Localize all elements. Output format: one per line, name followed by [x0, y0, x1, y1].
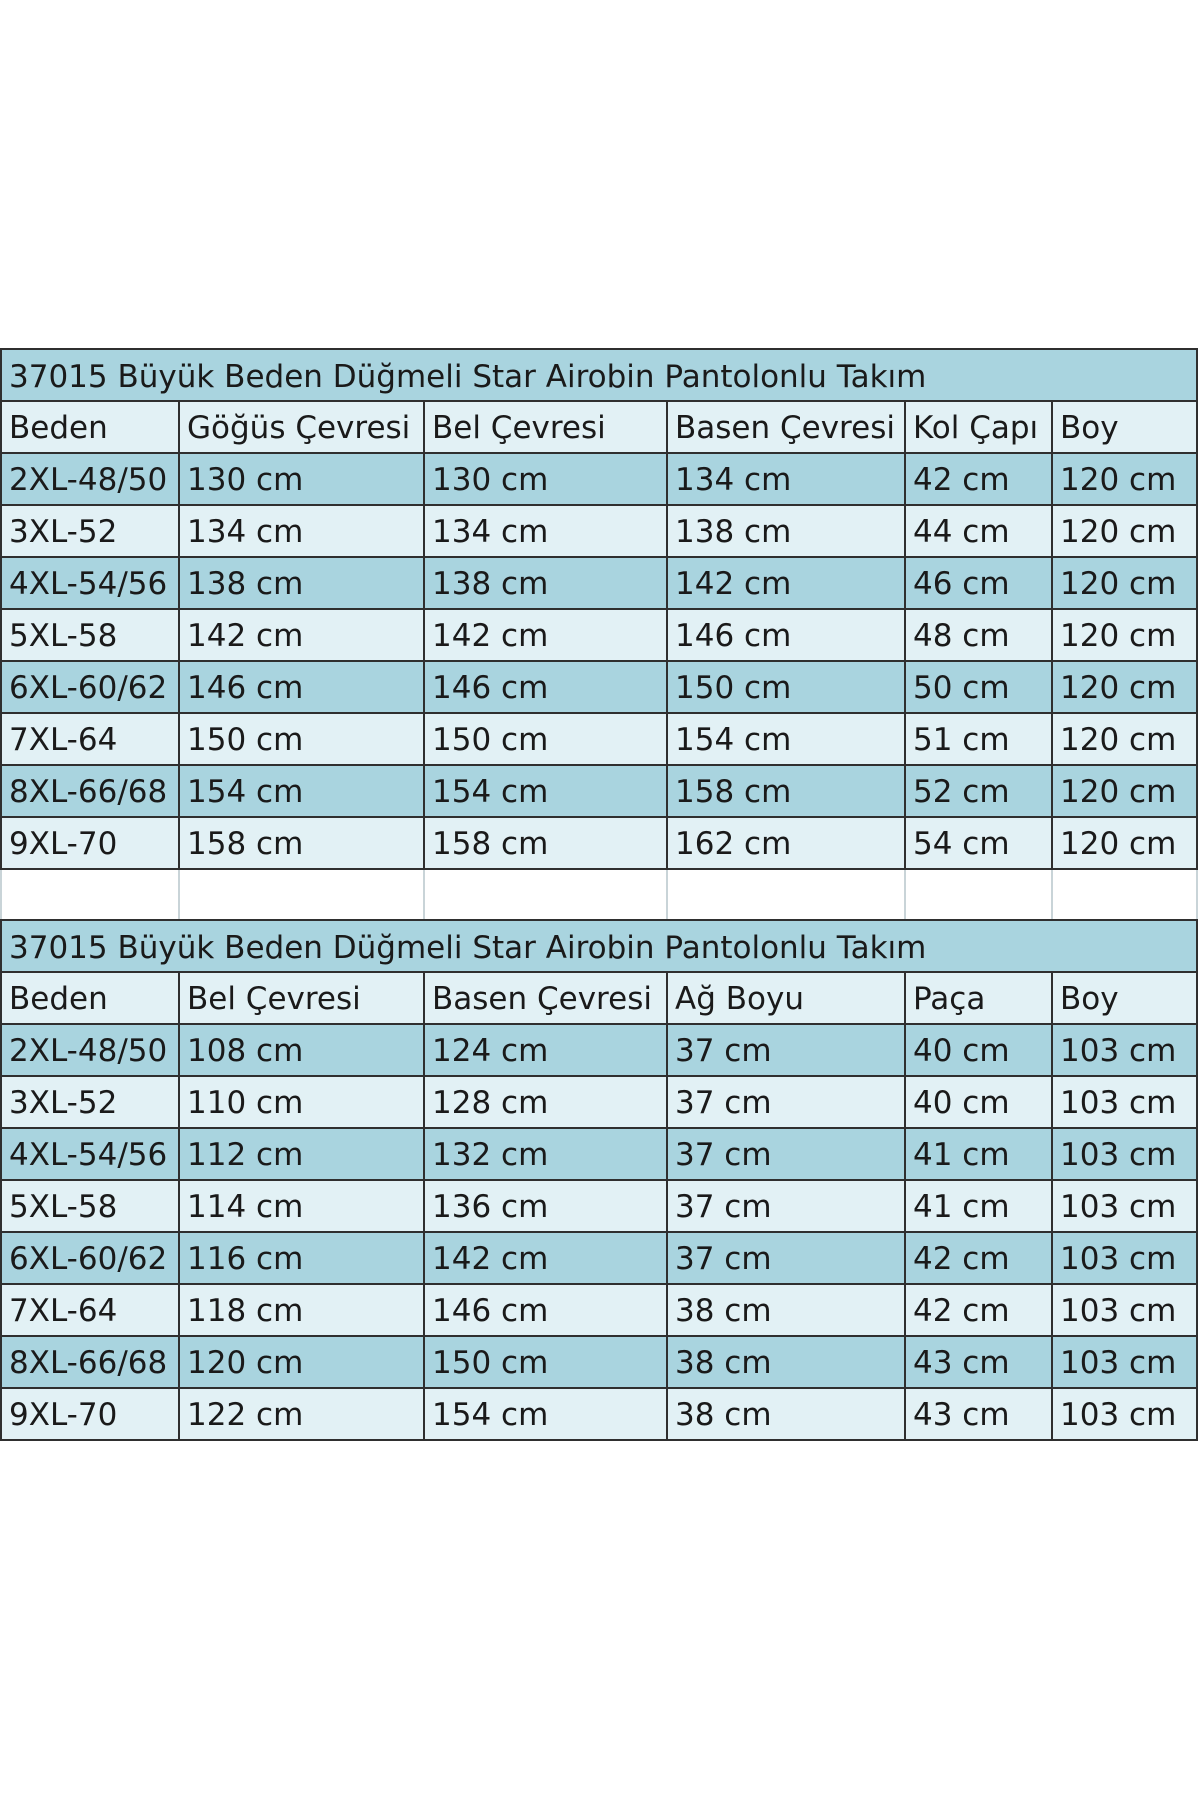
table-cell: 38 cm: [668, 1389, 906, 1441]
table-cell: 37 cm: [668, 1077, 906, 1129]
table-header-row: [0, 402, 1198, 454]
table-cell: 132 cm: [425, 1129, 668, 1181]
table-cell: 37 cm: [668, 1233, 906, 1285]
table-cell: 52 cm: [906, 766, 1053, 818]
table-cell: 138 cm: [180, 558, 425, 610]
table-cell: 146 cm: [180, 662, 425, 714]
table-cell: 4XL-54/56: [0, 558, 180, 610]
table-cell: 134 cm: [668, 454, 906, 506]
table-cell: 103 cm: [1053, 1181, 1198, 1233]
table-cell: 50 cm: [906, 662, 1053, 714]
table-cell: 9XL-70: [0, 1389, 180, 1441]
table-cell: 43 cm: [906, 1389, 1053, 1441]
table-cell: 103 cm: [1053, 1389, 1198, 1441]
header-cell: Ağ Boyu: [668, 973, 906, 1025]
table-row: [0, 818, 1198, 870]
table-cell: 134 cm: [425, 506, 668, 558]
table-cell: 38 cm: [668, 1337, 906, 1389]
table-row: [0, 558, 1198, 610]
table-cell: 54 cm: [906, 818, 1053, 870]
table-cell: 158 cm: [180, 818, 425, 870]
size-table-bottom: [0, 919, 1198, 973]
table-row: [0, 1025, 1198, 1077]
table-cell: 120 cm: [1053, 818, 1198, 870]
table-cell: 42 cm: [906, 1285, 1053, 1337]
table-row: [0, 1285, 1198, 1337]
table-cell: 103 cm: [1053, 1233, 1198, 1285]
table-title: 37015 Büyük Beden Düğmeli Star Airobin Pantolonlu Takım: [0, 348, 1198, 402]
empty-cell: [0, 870, 180, 919]
table-cell: 120 cm: [1053, 454, 1198, 506]
table-cell: 120 cm: [1053, 558, 1198, 610]
empty-cell: [180, 870, 425, 919]
table-cell: 128 cm: [425, 1077, 668, 1129]
table-cell: 120 cm: [1053, 662, 1198, 714]
header-cell: Boy: [1053, 402, 1198, 454]
header-cell: Beden: [0, 973, 180, 1025]
table-cell: 42 cm: [906, 454, 1053, 506]
table-cell: 142 cm: [668, 558, 906, 610]
table-cell: 41 cm: [906, 1181, 1053, 1233]
table-cell: 158 cm: [668, 766, 906, 818]
table-cell: 38 cm: [668, 1285, 906, 1337]
header-cell: Beden: [0, 402, 180, 454]
table-cell: 138 cm: [425, 558, 668, 610]
empty-cell: [425, 870, 668, 919]
table-cell: 103 cm: [1053, 1337, 1198, 1389]
table-cell: 120 cm: [1053, 506, 1198, 558]
table-cell: 136 cm: [425, 1181, 668, 1233]
table-row: [0, 506, 1198, 558]
table-cell: 114 cm: [180, 1181, 425, 1233]
table-row: [0, 662, 1198, 714]
table-cell: 51 cm: [906, 714, 1053, 766]
table-cell: 7XL-64: [0, 1285, 180, 1337]
table-cell: 154 cm: [425, 766, 668, 818]
table-cell: 150 cm: [425, 1337, 668, 1389]
table-row: [0, 1337, 1198, 1389]
table-cell: 142 cm: [425, 610, 668, 662]
table-cell: 120 cm: [1053, 714, 1198, 766]
table-cell: 120 cm: [1053, 766, 1198, 818]
table-cell: 142 cm: [425, 1233, 668, 1285]
table-cell: 7XL-64: [0, 714, 180, 766]
table-cell: 150 cm: [668, 662, 906, 714]
table-cell: 120 cm: [180, 1337, 425, 1389]
table-cell: 150 cm: [180, 714, 425, 766]
empty-spacer-row: [0, 870, 1198, 919]
table-cell: 116 cm: [180, 1233, 425, 1285]
table-row: [0, 1389, 1198, 1441]
table-row: [0, 1233, 1198, 1285]
table-cell: 2XL-48/50: [0, 454, 180, 506]
size-table-top: [0, 348, 1198, 402]
table-cell: 150 cm: [425, 714, 668, 766]
table-row: [0, 610, 1198, 662]
table-cell: 142 cm: [180, 610, 425, 662]
table-cell: 158 cm: [425, 818, 668, 870]
table-cell: 40 cm: [906, 1025, 1053, 1077]
size-chart-sheet: [0, 348, 1198, 1441]
table-cell: 108 cm: [180, 1025, 425, 1077]
table-row: [0, 766, 1198, 818]
empty-cell: [668, 870, 906, 919]
table-cell: 112 cm: [180, 1129, 425, 1181]
table-header-row: [0, 973, 1198, 1025]
table-cell: 124 cm: [425, 1025, 668, 1077]
table-cell: 2XL-48/50: [0, 1025, 180, 1077]
table-cell: 110 cm: [180, 1077, 425, 1129]
table-cell: 44 cm: [906, 506, 1053, 558]
table-cell: 9XL-70: [0, 818, 180, 870]
table-cell: 37 cm: [668, 1129, 906, 1181]
table-cell: 8XL-66/68: [0, 766, 180, 818]
table-cell: 120 cm: [1053, 610, 1198, 662]
table-row: [0, 1077, 1198, 1129]
table-title: 37015 Büyük Beden Düğmeli Star Airobin Pantolonlu Takım: [0, 919, 1198, 973]
table-cell: 43 cm: [906, 1337, 1053, 1389]
table-cell: 48 cm: [906, 610, 1053, 662]
header-cell: Basen Çevresi: [425, 973, 668, 1025]
table-cell: 122 cm: [180, 1389, 425, 1441]
table-cell: 154 cm: [180, 766, 425, 818]
header-cell: Bel Çevresi: [180, 973, 425, 1025]
table-cell: 46 cm: [906, 558, 1053, 610]
header-cell: Basen Çevresi: [668, 402, 906, 454]
table-row: [0, 1129, 1198, 1181]
table-cell: 42 cm: [906, 1233, 1053, 1285]
table-cell: 37 cm: [668, 1025, 906, 1077]
table-cell: 138 cm: [668, 506, 906, 558]
table-cell: 4XL-54/56: [0, 1129, 180, 1181]
table-cell: 5XL-58: [0, 610, 180, 662]
table-cell: 162 cm: [668, 818, 906, 870]
header-cell: Göğüs Çevresi: [180, 402, 425, 454]
table-cell: 41 cm: [906, 1129, 1053, 1181]
table-cell: 154 cm: [425, 1389, 668, 1441]
table-row: [0, 454, 1198, 506]
header-cell: Boy: [1053, 973, 1198, 1025]
header-cell: Paça: [906, 973, 1053, 1025]
table-cell: 40 cm: [906, 1077, 1053, 1129]
table-cell: 146 cm: [425, 662, 668, 714]
table-cell: 3XL-52: [0, 506, 180, 558]
table-cell: 6XL-60/62: [0, 662, 180, 714]
header-cell: Kol Çapı: [906, 402, 1053, 454]
table-cell: 154 cm: [668, 714, 906, 766]
table-cell: 118 cm: [180, 1285, 425, 1337]
table-row: [0, 1181, 1198, 1233]
header-cell: Bel Çevresi: [425, 402, 668, 454]
table-cell: 37 cm: [668, 1181, 906, 1233]
table-cell: 5XL-58: [0, 1181, 180, 1233]
table-row: [0, 714, 1198, 766]
empty-cell: [906, 870, 1053, 919]
table-cell: 103 cm: [1053, 1025, 1198, 1077]
table-cell: 130 cm: [425, 454, 668, 506]
table-cell: 146 cm: [668, 610, 906, 662]
table-cell: 103 cm: [1053, 1077, 1198, 1129]
table-cell: 130 cm: [180, 454, 425, 506]
table-cell: 3XL-52: [0, 1077, 180, 1129]
table-cell: 146 cm: [425, 1285, 668, 1337]
table-cell: 103 cm: [1053, 1129, 1198, 1181]
table-cell: 8XL-66/68: [0, 1337, 180, 1389]
empty-cell: [1053, 870, 1198, 919]
table-cell: 103 cm: [1053, 1285, 1198, 1337]
table-cell: 6XL-60/62: [0, 1233, 180, 1285]
table-cell: 134 cm: [180, 506, 425, 558]
